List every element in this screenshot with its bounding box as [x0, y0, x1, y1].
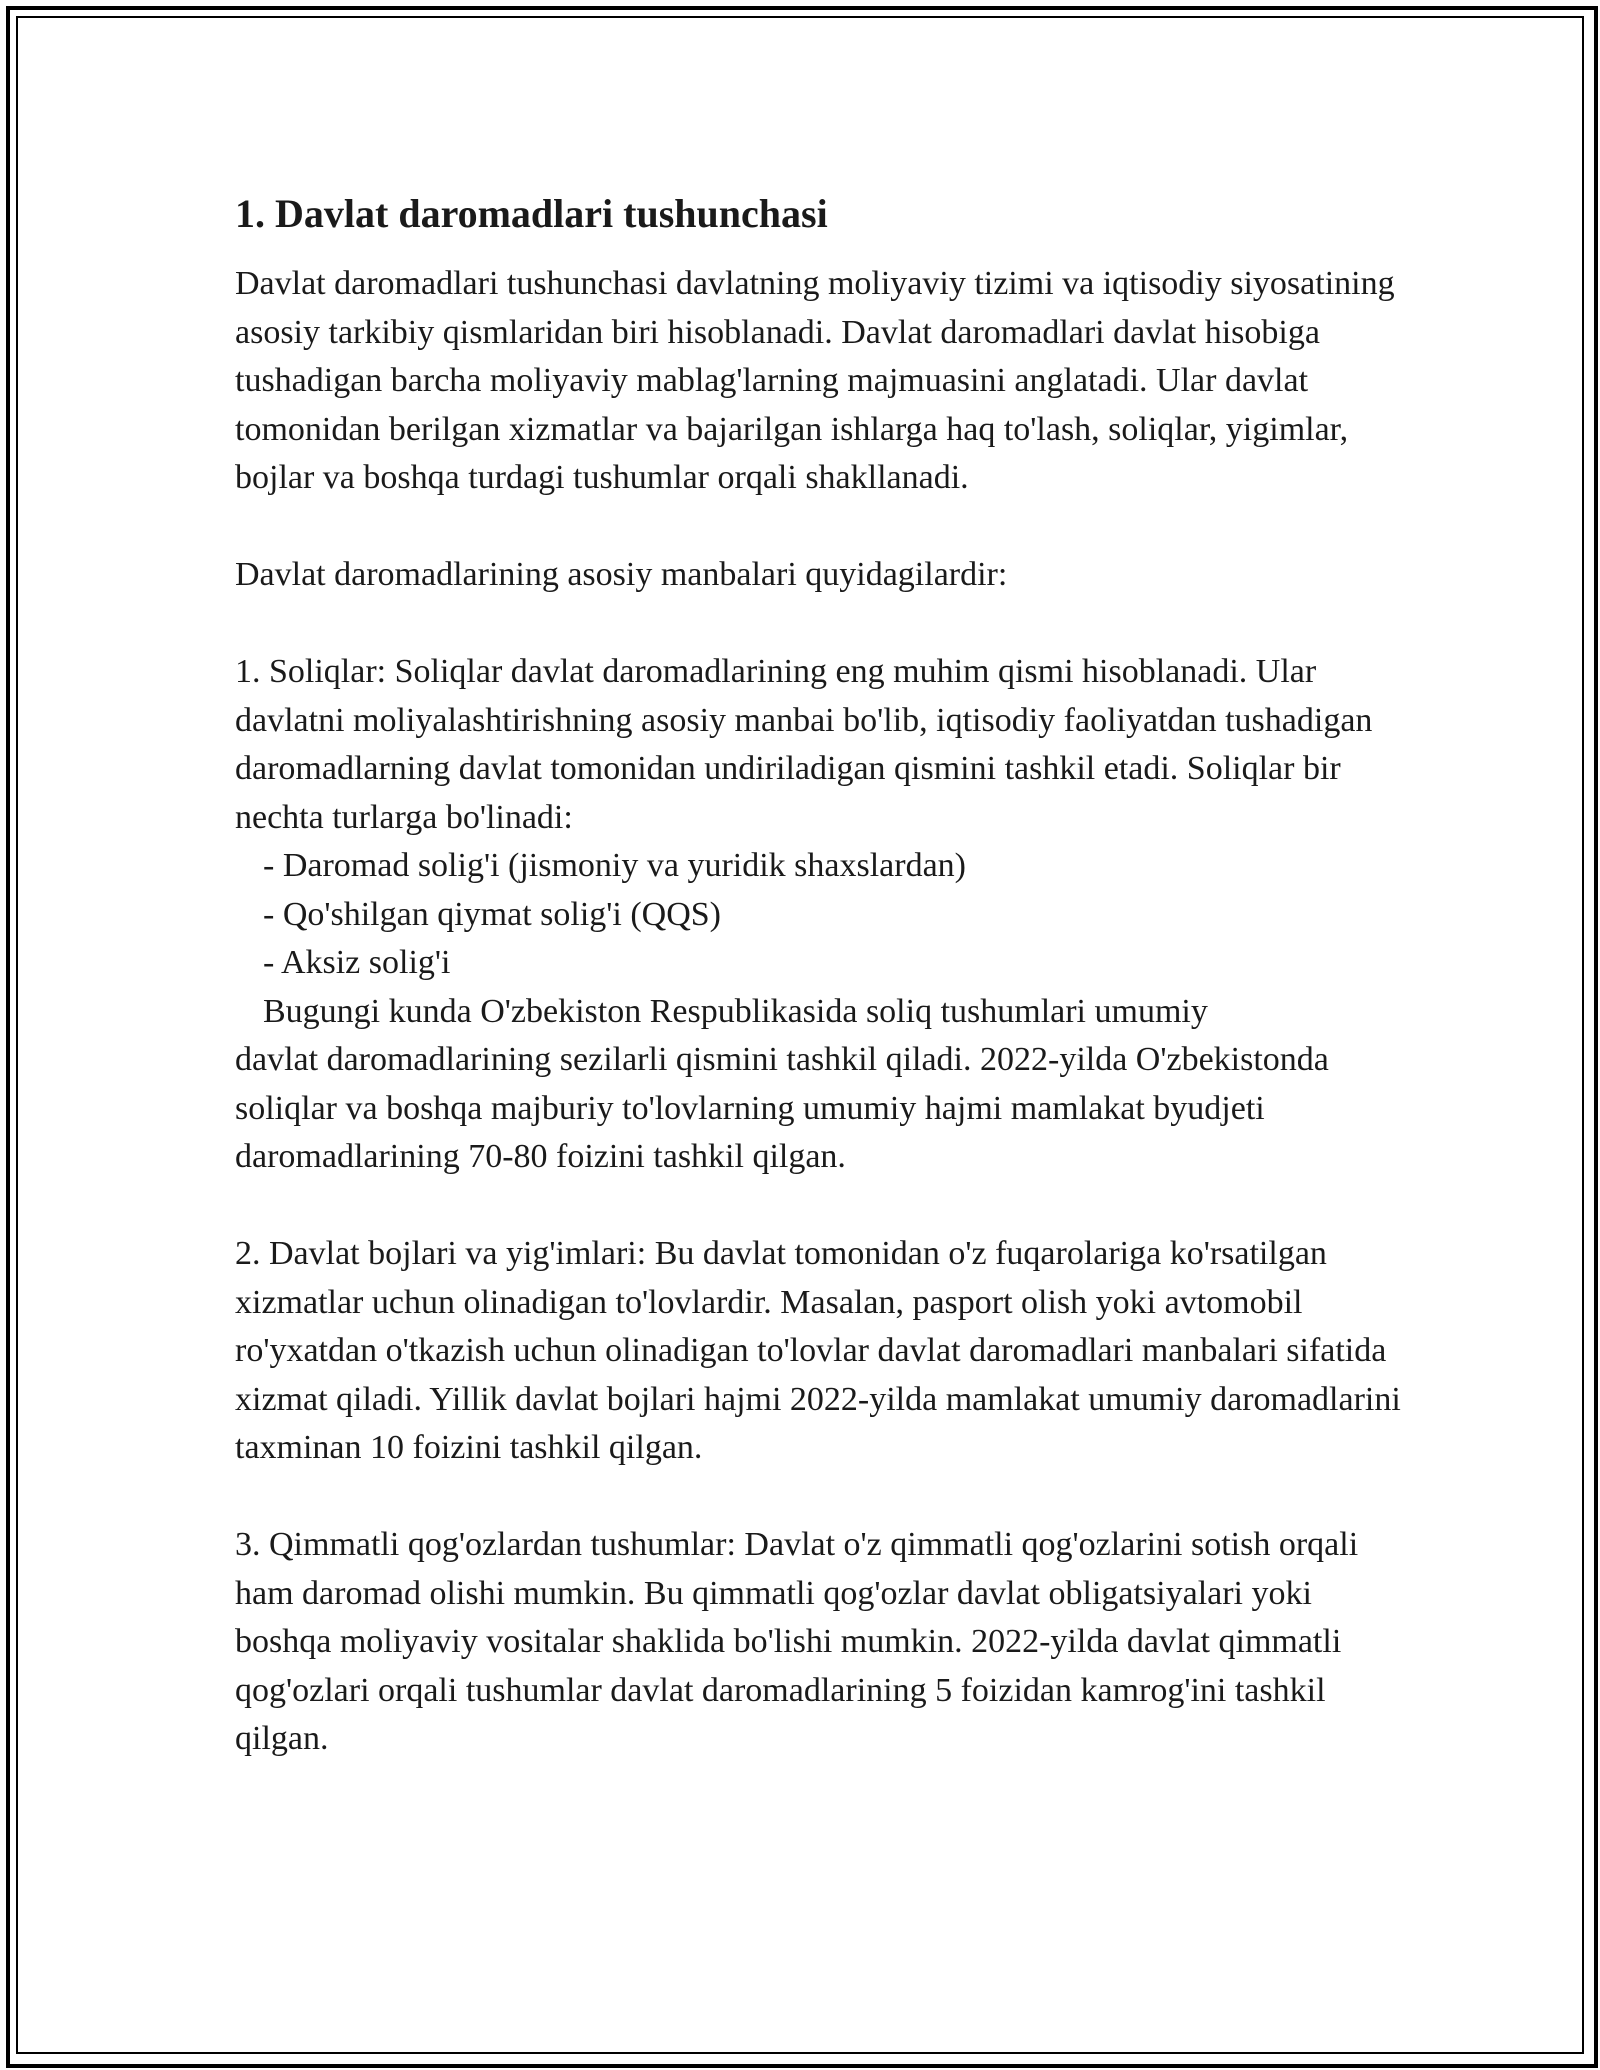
tax-type-excise: - Aksiz solig'i	[263, 944, 451, 981]
paragraph-gap	[235, 1473, 1405, 1522]
paragraph-gap	[235, 600, 1405, 649]
item-duties-fees: 2. Davlat bojlari va yig'imlari: Bu davlat tomonidan o'z fuqarolariga ko'rsatilgan xizmatlar uchun olinadigan to'lovlardir. Masalan, pasport olish yoki avtomobil ro'yxatdan o'tkazish uchun olinadigan to'lovlar davlat daromadlari manbalari sifatida xizmat qiladi. Yillik davlat bojlari hajmi 2022-yilda mamlakat umumiy daromadlarini taxminan 10 foizini tashkil qilgan.	[235, 1235, 1401, 1466]
intro-paragraph: Davlat daromadlari tushunchasi davlatning moliyaviy tizimi va iqtisodiy siyosatining asosiy tarkibiy qismlaridan biri hisoblanadi. Davlat daromadlari davlat hisobiga tushadigan barcha moliyaviy mablag'larning majmuasini anglatadi. Ular davlat tomonidan berilgan xizmatlar va bajarilgan ishlarga haq to'lash, soliqlar, yigimlar, bojlar va boshqa turdagi tushumlar orqali shakllanadi.	[235, 265, 1395, 496]
paragraph-gap	[235, 1182, 1405, 1231]
paragraph-gap	[235, 503, 1405, 552]
tax-type-income: - Daromad solig'i (jismoniy va yuridik shaxslardan)	[263, 847, 966, 884]
item-securities: 3. Qimmatli qog'ozlardan tushumlar: Davlat o'z qimmatli qog'ozlarini sotish orqali ham daromad olishi mumkin. Bu qimmatli qog'ozlar davlat obligatsiyalari yoki boshqa moliyaviy vositalar shaklida bo'lishi mumkin. 2022-yilda davlat qimmatli qog'ozlari orqali tushumlar davlat daromadlarining 5 foizidan kamrog'ini tashkil qilgan.	[235, 1526, 1359, 1757]
section-heading: 1. Davlat daromadlari tushunchasi	[235, 191, 828, 236]
tax-type-vat: - Qo'shilgan qiymat solig'i (QQS)	[263, 895, 722, 933]
tax-note-first-line: Bugungi kunda O'zbekiston Respublikasida soliq tushumlari umumiy	[263, 992, 1208, 1030]
sources-lead: Davlat daromadlarining asosiy manbalari quyidagilardir:	[235, 556, 1008, 593]
item-taxes: 1. Soliqlar: Soliqlar davlat daromadlarining eng muhim qismi hisoblanadi. Ular davlatni moliyalashtirishning asosiy manbai bo'lib, iqtisodiy faoliyatdan tushadigan daromadlarning davlat tomonidan undiriladigan qismini tashkil etadi. Soliqlar bir nechta turlarga bo'linadi:	[235, 653, 1373, 836]
document-body	[235, 188, 1405, 1764]
tax-note-rest: davlat daromadlarining sezilarli qismini tashkil qiladi. 2022-yilda O'zbekistonda soliqlar va boshqa majburiy to'lovlarning umumiy hajmi mamlakat byudjeti daromadlarining 70-80 foizini tashkil qilgan.	[235, 1041, 1329, 1175]
